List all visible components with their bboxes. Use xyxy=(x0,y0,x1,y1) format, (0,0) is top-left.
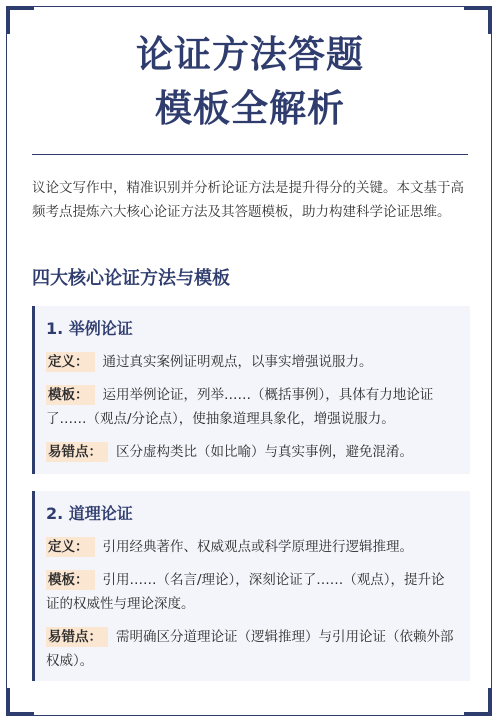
intro-paragraph: 议论文写作中，精准识别并分析论证方法是提升得分的关键。本文基于高频考点提炼六大核心论证方法及其答题模板，助力构建科学论证思维。 xyxy=(32,180,464,220)
definition-text: 通过真实案例证明观点，以事实增强说服力。 xyxy=(102,354,373,370)
card-title: 1. 举例论证 xyxy=(46,319,133,338)
card-item-definition xyxy=(46,350,458,374)
page-title-line-1: 论证方法答题 xyxy=(136,33,364,76)
template-text: 运用举例论证，列举……（概括事例），具体有力地论证了……（观点/分论点），使抽象道理具象化，增强说服力。 xyxy=(46,387,434,427)
definition-tag: 定义： xyxy=(46,537,95,557)
definition-text: 引用经典著作、权威观点或科学原理进行逻辑推理。 xyxy=(102,539,413,555)
section-heading: 四大核心论证方法与模板 xyxy=(32,268,230,289)
template-text: 引用……（名言/理论），深刻论证了……（观点），提升论证的权威性与理论深度。 xyxy=(46,572,445,612)
template-tag: 模板： xyxy=(46,385,95,405)
corner-ornament-bottom-right xyxy=(464,688,491,715)
definition-tag: 定义： xyxy=(46,352,95,372)
card-item-template xyxy=(46,568,458,616)
method-card-reasoning xyxy=(32,491,470,681)
card-title: 2. 道理论证 xyxy=(46,504,133,523)
template-tag: 模板： xyxy=(46,570,95,590)
pitfall-text: 区分虚构类比（如比喻）与真实事例，避免混淆。 xyxy=(116,444,413,460)
title-divider xyxy=(32,154,468,155)
page-title xyxy=(0,28,500,136)
corner-ornament-bottom-left xyxy=(7,688,34,715)
card-item-pitfall xyxy=(46,625,458,673)
page-title-line-2: 模板全解析 xyxy=(155,87,345,130)
card-item-definition xyxy=(46,535,458,559)
card-item-pitfall xyxy=(46,440,458,464)
card-item-template xyxy=(46,383,458,431)
pitfall-tag: 易错点： xyxy=(46,627,108,647)
pitfall-tag: 易错点： xyxy=(46,442,108,462)
pitfall-text: 需明确区分道理论证（逻辑推理）与引用论证（依赖外部权威）。 xyxy=(46,629,454,669)
method-card-example xyxy=(32,306,470,474)
